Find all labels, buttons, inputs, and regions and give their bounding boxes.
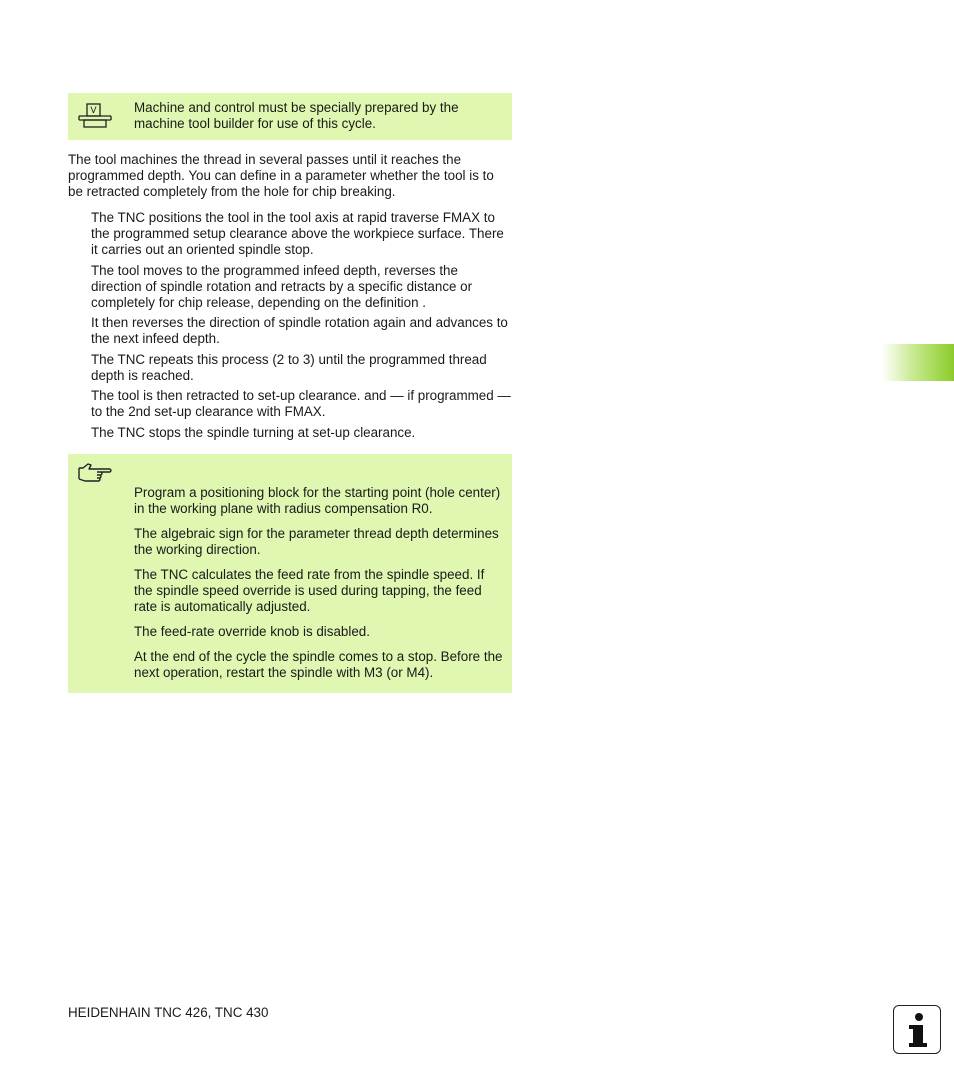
svg-text:V: V — [90, 106, 97, 116]
page-footer: HEIDENHAIN TNC 426, TNC 430 — [68, 1005, 269, 1020]
info-icon — [894, 1006, 939, 1052]
step-item: The TNC repeats this process (2 to 3) until the programmed thread depth is reached. — [91, 351, 487, 383]
note-item: The algebraic sign for the parameter thread depth determines the working direction. — [134, 526, 499, 557]
info-button[interactable] — [893, 1005, 941, 1054]
programming-note-box — [68, 454, 512, 693]
step-item: The tool is then retracted to set-up clearance. and — if programmed — to the 2nd set-up clearance with FMAX. — [91, 388, 511, 419]
process-steps-list — [91, 210, 512, 445]
note-item: The feed-rate override knob is disabled. — [134, 624, 370, 639]
programming-note-list — [134, 485, 504, 690]
note-item: The TNC calculates the feed rate from the spindle speed. If the spindle speed override is used during tapping, the feed rate is automatically adjusted. — [134, 567, 485, 614]
machine-tool-icon — [78, 102, 112, 134]
pointing-hand-icon — [77, 462, 113, 492]
step-item: It then reverses the direction of spindle rotation again and advances to the next infeed depth. — [91, 315, 508, 346]
intro-paragraph: The tool machines the thread in several passes until it reaches the programmed depth. You can define in a parameter whether the tool is to be retracted completely from the hole for chip breaking. — [68, 152, 494, 199]
note-item: Program a positioning block for the starting point (hole center) in the working plane with radius compensation R0. — [134, 485, 501, 516]
step-item: The tool moves to the programmed infeed depth, reverses the direction of spindle rotation and retracts by a specific distance or completely for chip release, depending on the definition . — [91, 262, 473, 310]
chapter-tab-marker[interactable] — [882, 344, 954, 381]
machine-note-box — [68, 93, 512, 140]
note-item: At the end of the cycle the spindle comes to a stop. Before the next operation, restart the spindle with M3 (or M4). — [134, 649, 503, 680]
step-item: The TNC positions the tool in the tool axis at rapid traverse FMAX to the programmed setup clearance above the workpiece surface. There it carries out an oriented spindle stop. — [91, 210, 504, 257]
machine-note-text: Machine and control must be specially prepared by the machine tool builder for use of this cycle. — [134, 100, 459, 131]
step-item: The TNC stops the spindle turning at set-up clearance. — [91, 424, 416, 440]
